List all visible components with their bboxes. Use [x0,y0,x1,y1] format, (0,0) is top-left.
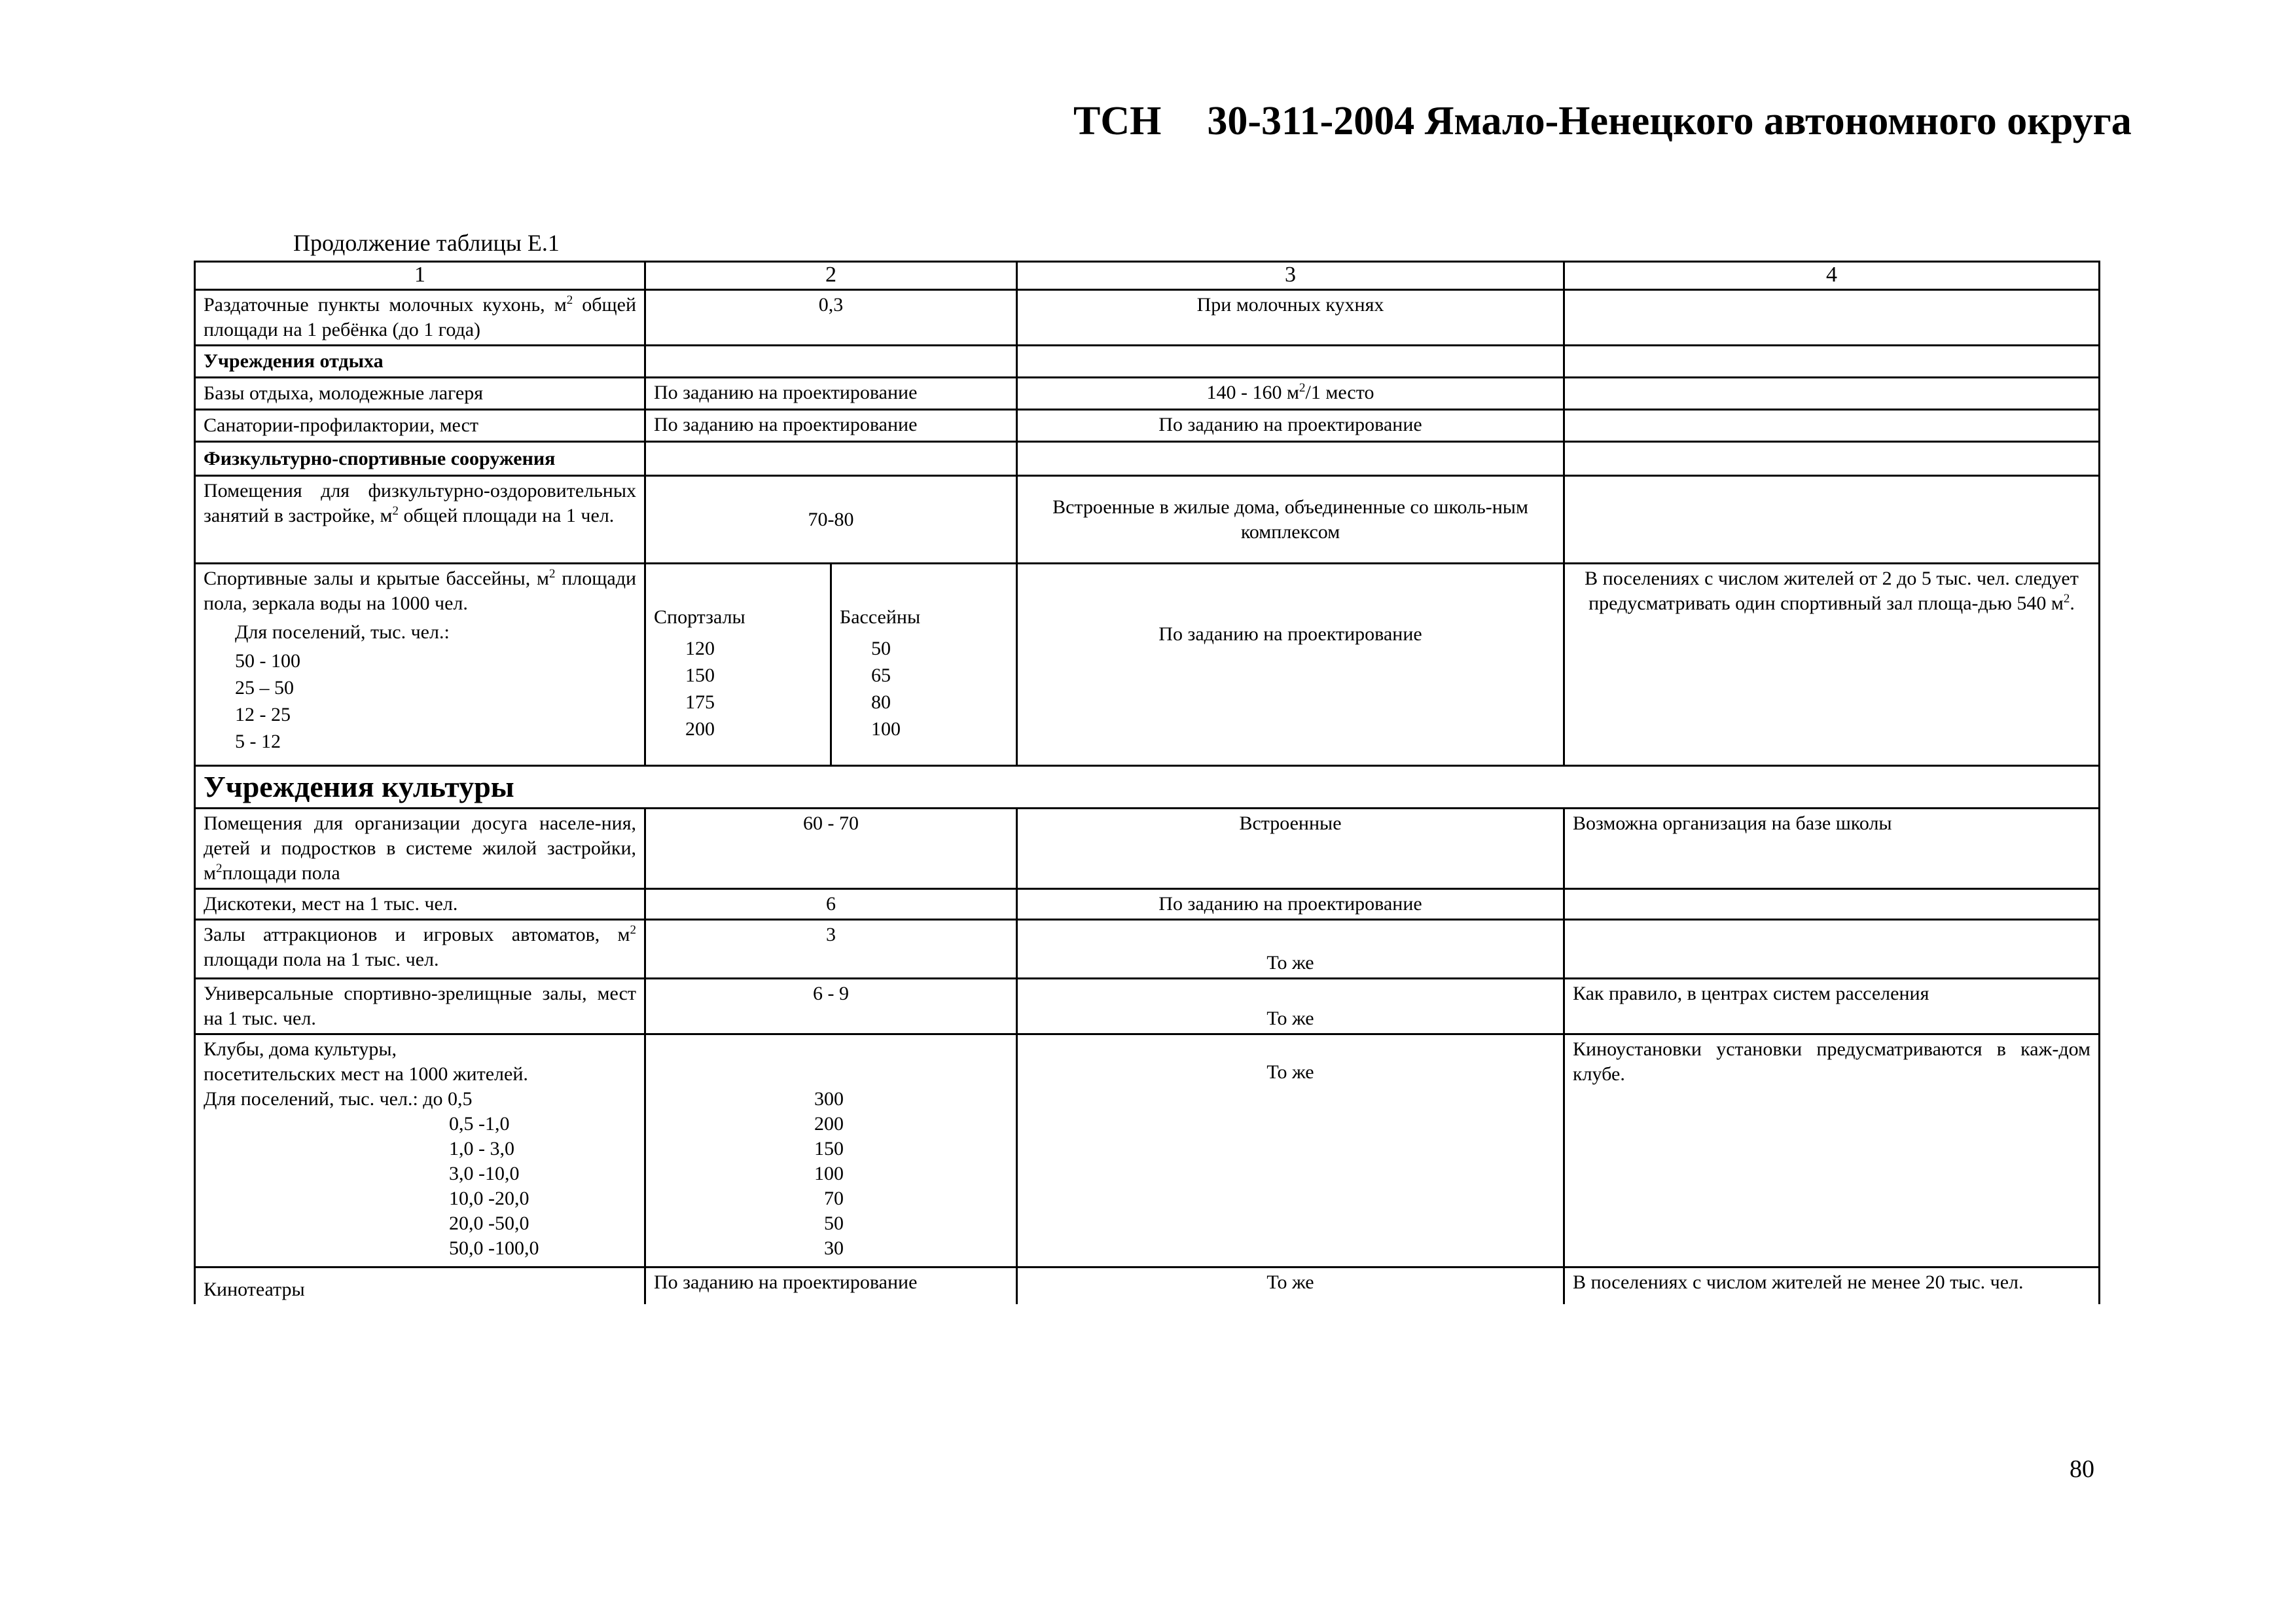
table-row [195,809,2100,889]
norm-value: 6 [645,889,1017,920]
settlement-range: 50 - 100 [235,650,300,672]
remark: Как правило, в центрах систем расселения [1564,979,2100,1034]
row-label: Помещения для физкультурно-оздоровительных занятий в застройке, $м^2$ общей площади на 1 чел. [195,476,645,564]
norm-value: 0,3 [645,290,1017,346]
row-label: Спортивные залы и крытые бассейны, $м^2$ площади пола, зеркала воды на 1000 чел. Для поселений, тыс. чел.: 50 - 100 25 – 50 12 - 25 5 - 12 [195,564,645,766]
remark [1564,290,2100,346]
placement-note: По заданию на проектирование [1017,410,1564,442]
settlement-range: 1,0 - 3,0 [449,1138,514,1159]
remark [1564,410,2100,442]
placement-note: При молочных кухнях [1017,290,1564,346]
row-label: Санатории-профилактории, мест [195,410,645,442]
norm-value: 50 [824,1213,844,1234]
column-number: 4 [1564,262,2100,290]
norm-value: 60 - 70 [645,809,1017,889]
norm-value: 70-80 [645,476,1017,564]
header-prefix: ТСН [1073,99,1162,143]
section-title: Физкультурно-спортивные сооружения [195,442,645,476]
pool-value: 65 [871,665,891,686]
remark [1564,476,2100,564]
settlement-range: 3,0 -10,0 [449,1163,520,1184]
gym-label: Спортзалы [654,606,745,628]
pool-label: Бассейны [840,606,921,628]
column-number-row [195,262,2100,290]
settlement-range: 0,5 -1,0 [449,1113,510,1135]
table-row [195,1034,2100,1267]
row-label: Залы аттракционов и игровых автоматов, $м^2$ площади пола на 1 тыс. чел. [195,920,645,979]
table-row [195,378,2100,410]
placement-note: По заданию на проектирование [1017,889,1564,920]
placement-note: То же [1017,1034,1564,1267]
row-label: Раздаточные пункты молочных кухонь, $м^2$ общей площади на 1 ребёнка (до 1 года) [195,290,645,346]
settlement-range: 5 - 12 [235,731,281,752]
settlement-range: 20,0 -50,0 [449,1213,529,1234]
section-title: Учреждения культуры [195,766,2100,809]
settlement-range: 50,0 -100,0 [449,1237,539,1259]
section-row [195,766,2100,809]
placement-note: То же [1017,1267,1564,1305]
norm-value: 150 [814,1138,844,1159]
table-row [195,410,2100,442]
norm-value: По заданию на проектирование [645,1267,1017,1305]
table-caption: Продолжение таблицы Е.1 [293,230,560,256]
placement-note: То же [1017,979,1564,1034]
column-number: 1 [195,262,645,290]
row-label: Кинотеатры [195,1267,645,1305]
document-header [1073,98,2132,145]
norm-value: По заданию на проектирование [645,378,1017,410]
section-title: Учреждения отдыха [195,346,645,378]
table-row [195,290,2100,346]
remark [1564,920,2100,979]
remark: Киноустановки установки предусматриваются в каж-дом клубе. [1564,1034,2100,1267]
settlement-subheading: Для поселений, тыс. чел.: [235,621,450,643]
gym-pool-cell [645,564,1017,766]
gym-value: 150 [685,665,715,686]
remark: В поселениях с числом жителей не менее 20 тыс. чел. [1564,1267,2100,1305]
table-row [195,920,2100,979]
norm-value: 30 [824,1237,844,1259]
placement-note: По заданию на проектирование [1017,564,1564,766]
placement-note: Встроенные в жилые дома, объединенные со школь-ным комплексом [1017,476,1564,564]
norm-value: 70 [824,1188,844,1209]
norm-value-list [645,1034,1017,1267]
table-row [195,889,2100,920]
header-code: 30-311-2004 Ямало-Ненецкого автономного округа [1207,99,2132,143]
settlement-range: 12 - 25 [235,704,291,725]
norm-value: 100 [814,1163,844,1184]
settlement-range: 10,0 -20,0 [449,1188,529,1209]
column-number: 3 [1017,262,1564,290]
gym-value: 200 [685,718,715,740]
placement-note: Встроенные [1017,809,1564,889]
norm-value: 300 [814,1088,844,1110]
section-row [195,346,2100,378]
placement-note: 140 - 160 $м^2/1$ место [1017,378,1564,410]
norms-table [194,261,2100,1304]
pool-value: 50 [871,638,891,659]
norm-value: 200 [814,1113,844,1135]
table-row [195,476,2100,564]
section-row [195,442,2100,476]
table-row [195,564,2100,766]
norm-value: 6 - 9 [645,979,1017,1034]
row-label: Клубы, дома культуры, посетительских мест на 1000 жителей. Для поселений, тыс. чел.: до 0,5 0,5 -1,0 1,0 - 3,0 3,0 -10,0 10,0 -20,0 20,0 -50,0 50,0 -100,0 [195,1034,645,1267]
row-label: Дискотеки, мест на 1 тыс. чел. [195,889,645,920]
remark: В поселениях с числом жителей от 2 до 5 тыс. чел. следует предусматривать один спортивный зал площа-дью 540 $м^2$. [1564,564,2100,766]
pool-value: 80 [871,691,891,713]
row-label: Помещения для организации досуга населе-ния, детей и подростков в системе жилой застройки, $м^2площади$ пола [195,809,645,889]
pool-value: 100 [871,718,901,740]
norm-value: 3 [645,920,1017,979]
gym-value: 120 [685,638,715,659]
gym-value: 175 [685,691,715,713]
column-number: 2 [645,262,1017,290]
row-label: Универсальные спортивно-зрелищные залы, мест на 1 тыс. чел. [195,979,645,1034]
norm-value: По заданию на проектирование [645,410,1017,442]
remark [1564,378,2100,410]
table-row [195,979,2100,1034]
settlement-range: 25 – 50 [235,677,294,699]
page-number: 80 [2070,1455,2094,1483]
remark: Возможна организация на базе школы [1564,809,2100,889]
settlement-subheading: Для поселений, тыс. чел.: до 0,5 [204,1088,473,1110]
remark [1564,889,2100,920]
table-row [195,1267,2100,1305]
row-label: Базы отдыха, молодежные лагеря [195,378,645,410]
placement-note: То же [1017,920,1564,979]
